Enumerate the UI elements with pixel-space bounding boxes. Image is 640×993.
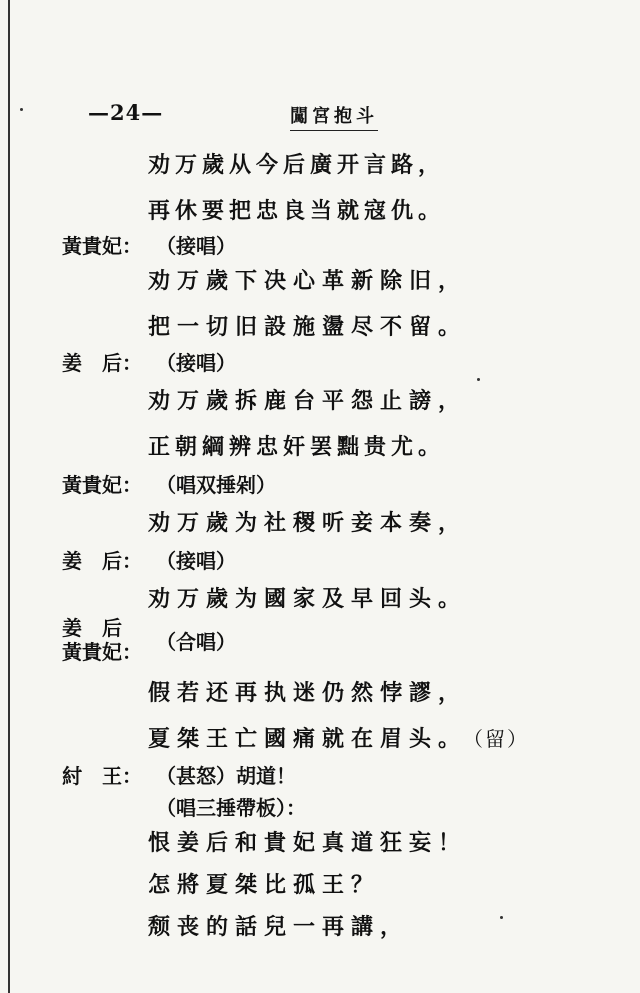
scan-speck [20, 108, 23, 111]
stage-direction: （唱三捶帶板）： [156, 796, 306, 820]
speaker-name-pair [62, 616, 142, 664]
speaker-name: 姜 后 [62, 616, 122, 640]
speaker-name: 黃貴妃： [62, 473, 142, 497]
stage-direction: （接唱） [156, 351, 236, 375]
page-left-edge [8, 0, 10, 993]
verse-line: 假若还再执迷仍然悖謬， [148, 680, 468, 706]
page-number: —24— [88, 100, 164, 125]
verse-line: 劝万歲为社稷听妾本奏， [148, 510, 468, 536]
verse-line: 劝万歲下决心革新除旧， [148, 268, 468, 294]
stage-direction: （接唱） [156, 234, 236, 258]
speaker-name: 姜 后： [62, 351, 142, 375]
verse-line: 把一切旧設施盪尽不留。 [148, 314, 468, 340]
verse-line-with-note [148, 722, 529, 753]
speaker-name: 姜 后： [62, 549, 142, 573]
stage-note: （留） [473, 727, 530, 751]
verse-line: 劝万歲为國家及早回头。 [148, 586, 468, 612]
speaker-name: 黃貴妃： [62, 234, 142, 258]
stage-direction: （甚怒）胡道！ [156, 764, 296, 788]
page-header [0, 96, 640, 132]
verse-line: 正朝綱辨忠奸罢黜贵尤。 [148, 434, 446, 460]
verse-line: 劝万歲从今后廣开言路， [148, 152, 446, 178]
scan-speck [477, 378, 480, 381]
speaker-name: 紂 王： [62, 764, 142, 788]
running-title: 闖宮抱斗 [290, 102, 378, 131]
speaker-name: 黃貴妃： [62, 640, 142, 664]
verse-line: 再休要把忠良当就寇仇。 [148, 198, 446, 224]
stage-direction: （唱双捶剁） [156, 473, 276, 497]
scan-speck [500, 916, 503, 919]
stage-direction: （接唱） [156, 549, 236, 573]
stage-direction: （合唱） [156, 630, 236, 654]
verse-line: 怎將夏桀比孤王？ [148, 872, 381, 898]
verse-line: 颓丧的話兒一再講， [148, 914, 410, 940]
verse-line: 恨姜后和貴妃真道狂妄！ [148, 830, 468, 856]
verse-line: 劝万歲拆鹿台平怨止謗， [148, 388, 468, 414]
verse-text: 夏桀王亡國痛就在眉头。 [148, 726, 468, 752]
